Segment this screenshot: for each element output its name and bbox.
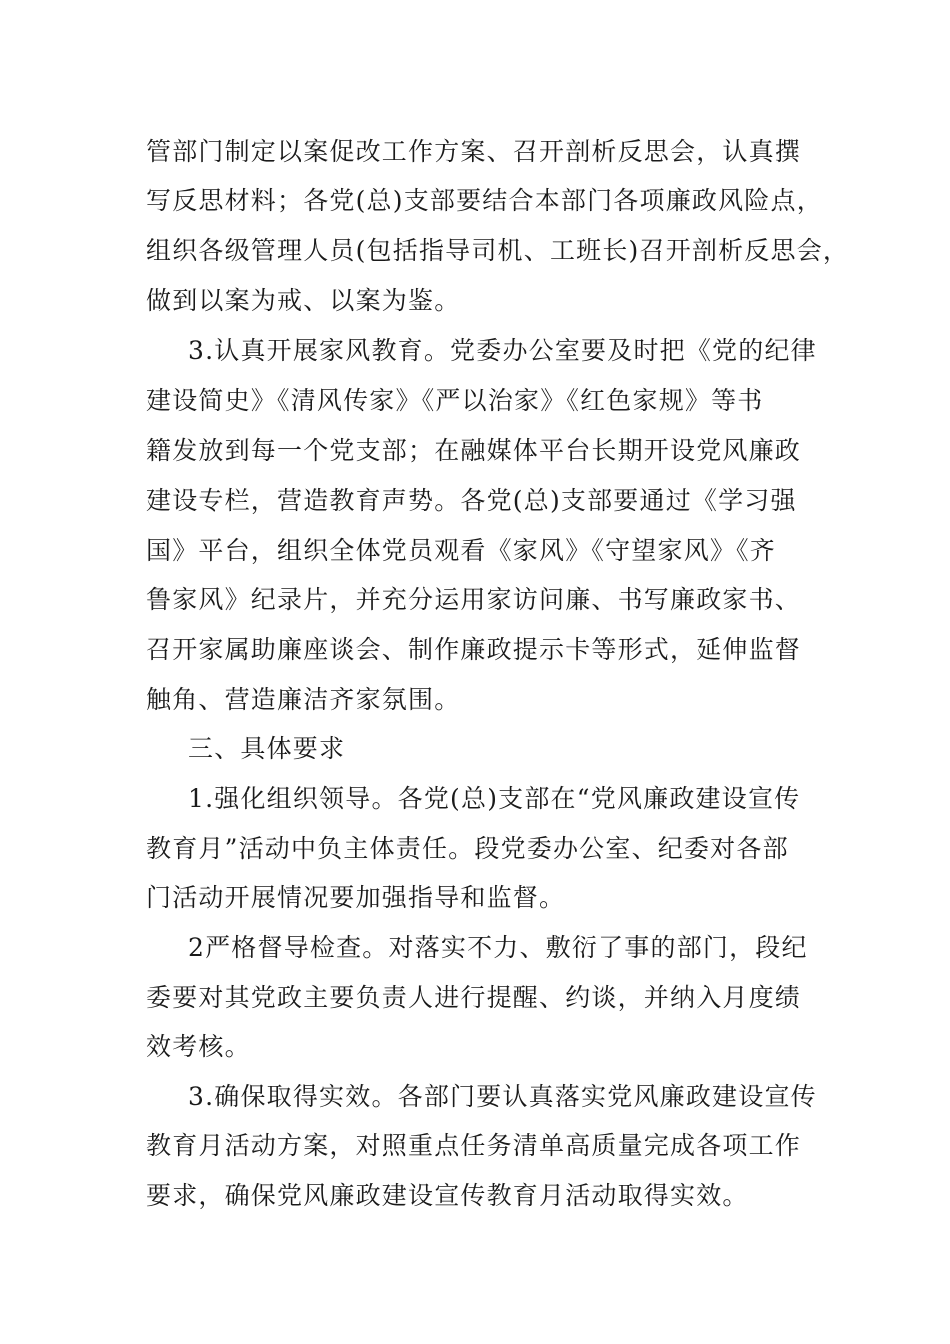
section-heading: 三、具体要求 — [188, 734, 346, 763]
text-line: 召开家属助廉座谈会、制作廉政提示卡等形式，延伸监督 — [146, 635, 802, 664]
text-line: 国》平台，组织全体党员观看《家风》《守望家风》《齐 — [146, 536, 777, 565]
text-line: 建设专栏，营造教育声势。各党(总)支部要通过《学习强 — [146, 486, 797, 515]
text-line: 做到以案为戒、以案为鉴。 — [146, 286, 461, 315]
text-line: 鲁家风》纪录片，并充分运用家访问廉、书写廉政家书、 — [146, 585, 802, 614]
text-line: 门活动开展情况要加强指导和监督。 — [146, 883, 566, 912]
paragraph-start: 3.认真开展家风教育。党委办公室要及时把《党的纪律 — [188, 336, 817, 365]
paragraph-start: 3.确保取得实效。各部门要认真落实党风廉政建设宣传 — [188, 1082, 817, 1111]
paragraph-start: 2严格督导检查。对落实不力、敷衍了事的部门，段纪 — [188, 933, 808, 962]
text-line: 效考核。 — [146, 1032, 251, 1061]
text-line: 组织各级管理人员(包括指导司机、工班长)召开剖析反思会， — [146, 236, 850, 265]
text-line: 要求，确保党风廉政建设宣传教育月活动取得实效。 — [146, 1181, 749, 1210]
text-line: 写反思材料；各党(总)支部要结合本部门各项廉政风险点， — [146, 186, 823, 215]
paragraph-start: 1.强化组织领导。各党(总)支部在“党风廉政建设宣传 — [188, 784, 801, 813]
text-line: 触角、营造廉洁齐家氛围。 — [146, 685, 461, 714]
text-line: 教育月”活动中负主体责任。段党委办公室、纪委对各部 — [146, 834, 789, 863]
text-line: 教育月活动方案，对照重点任务清单高质量完成各项工作 — [146, 1131, 802, 1160]
text-line: 管部门制定以案促改工作方案、召开剖析反思会，认真撰 — [146, 137, 802, 166]
text-line: 籍发放到每一个党支部；在融媒体平台长期开设党风廉政 — [146, 436, 802, 465]
text-line: 委要对其党政主要负责人进行提醒、约谈，并纳入月度绩 — [146, 983, 802, 1012]
text-line: 建设简史》《清风传家》《严以治家》《红色家规》等书 — [146, 386, 764, 415]
